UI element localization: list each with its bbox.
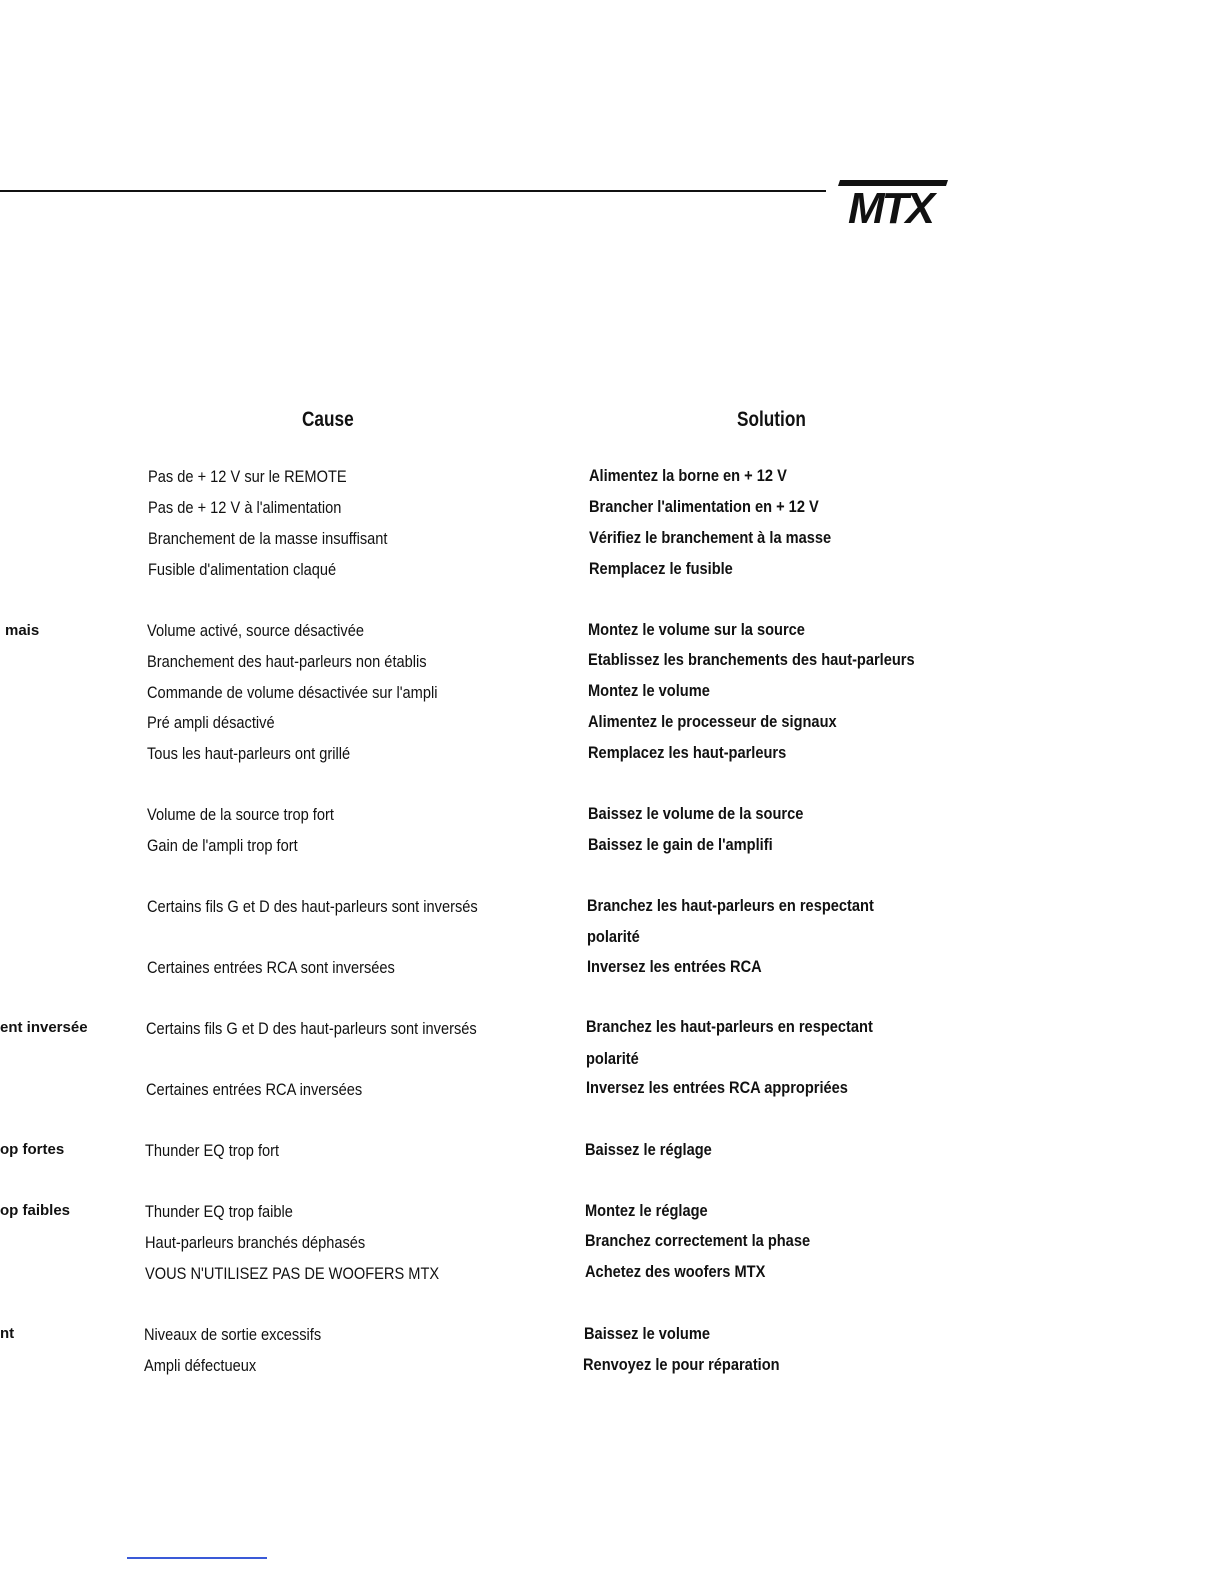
- cause-header: Cause: [302, 408, 354, 431]
- cause-text: Certaines entrées RCA inversées: [146, 1080, 363, 1099]
- cause-text: Commande de volume désactivée sur l'ampli: [147, 683, 438, 702]
- logo-text: MTX: [848, 184, 932, 226]
- solution-text: Inversez les entrées RCA appropriées: [586, 1078, 848, 1097]
- solution-text: Alimentez le processeur de signaux: [588, 712, 837, 731]
- cause-text: Thunder EQ trop faible: [145, 1202, 293, 1221]
- cause-text: Ampli défectueux: [144, 1356, 257, 1375]
- solution-text: Brancher l'alimentation en + 12 V: [589, 497, 819, 516]
- solution-text: Branchez les haut-parleurs en respectant: [586, 1017, 873, 1036]
- solution-text: Baissez le volume de la source: [588, 804, 804, 823]
- cause-text: Volume de la source trop fort: [147, 805, 334, 824]
- solution-text: Montez le volume: [588, 681, 710, 700]
- header-rule: [0, 190, 826, 192]
- solution-text: Baissez le volume: [584, 1324, 710, 1343]
- solution-text: Vérifiez le branchement à la masse: [589, 528, 832, 547]
- solution-text: Achetez des woofers MTX: [585, 1262, 766, 1281]
- cause-text: Thunder EQ trop fort: [145, 1141, 280, 1160]
- solution-text: Branchez correctement la phase: [585, 1231, 811, 1250]
- cause-text: Branchement des haut-parleurs non établis: [147, 652, 427, 671]
- solution-text: Inversez les entrées RCA: [587, 957, 762, 976]
- solution-header: Solution: [737, 408, 806, 431]
- cause-text: Pas de + 12 V à l'alimentation: [148, 498, 342, 517]
- solution-text: Montez le volume sur la source: [588, 620, 805, 639]
- cause-text: Pas de + 12 V sur le REMOTE: [148, 467, 347, 486]
- cause-text: Fusible d'alimentation claqué: [148, 560, 337, 579]
- solution-text: Renvoyez le pour réparation: [583, 1355, 780, 1374]
- cause-text: Branchement de la masse insuffisant: [148, 529, 388, 548]
- cause-text: VOUS N'UTILISEZ PAS DE WOOFERS MTX: [145, 1264, 440, 1283]
- problem-label: mais: [5, 622, 40, 639]
- problem-label: op faibles: [0, 1202, 71, 1219]
- solution-text: Etablissez les branchements des haut-parleurs: [588, 650, 915, 669]
- problem-label: ent inversée: [0, 1019, 88, 1036]
- solution-text: Branchez les haut-parleurs en respectant: [587, 896, 874, 915]
- cause-text: Niveaux de sortie excessifs: [144, 1325, 322, 1344]
- cause-text: Certains fils G et D des haut-parleurs sont inversés: [147, 897, 478, 916]
- mtx-logo: [830, 176, 952, 226]
- solution-text: polarité: [586, 1049, 639, 1068]
- cause-text: Certaines entrées RCA sont inversées: [147, 958, 395, 977]
- footer-rule: [127, 1557, 267, 1559]
- cause-text: Gain de l'ampli trop fort: [147, 836, 298, 855]
- cause-text: Haut-parleurs branchés déphasés: [145, 1233, 366, 1252]
- cause-text: Certains fils G et D des haut-parleurs sont inversés: [146, 1019, 477, 1038]
- problem-label: nt: [0, 1325, 15, 1342]
- solution-text: Remplacez le fusible: [589, 559, 733, 578]
- cause-text: Tous les haut-parleurs ont grillé: [147, 744, 351, 763]
- solution-text: polarité: [587, 927, 640, 946]
- cause-text: Volume activé, source désactivée: [147, 621, 364, 640]
- solution-text: Baissez le réglage: [585, 1140, 712, 1159]
- solution-text: Montez le réglage: [585, 1201, 708, 1220]
- problem-label: op fortes: [0, 1141, 65, 1158]
- solution-text: Alimentez la borne en + 12 V: [589, 466, 787, 485]
- solution-text: Baissez le gain de l'amplifi: [588, 835, 773, 854]
- cause-text: Pré ampli désactivé: [147, 713, 275, 732]
- solution-text: Remplacez les haut-parleurs: [588, 743, 787, 762]
